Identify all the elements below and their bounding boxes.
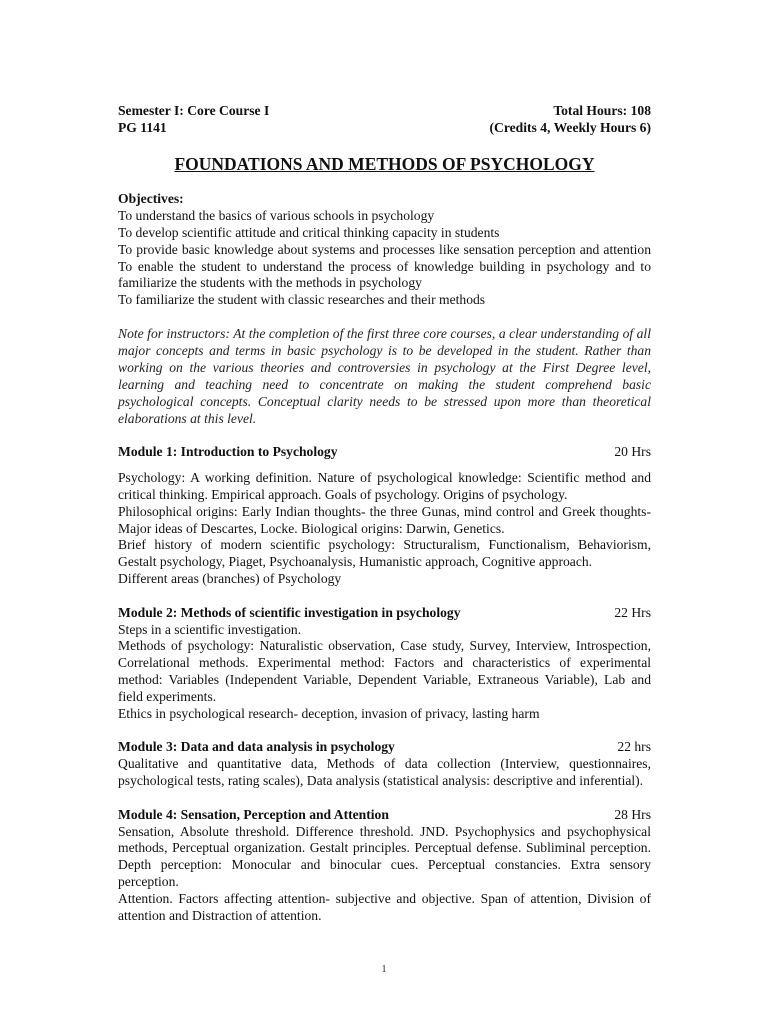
module-heading [118, 605, 651, 622]
module-2 [118, 605, 651, 723]
instructor-note: Note for instructors: At the completion of the first three core courses, a clear understanding of all major concepts and terms in basic psychology is to be developed in the student. Rather than working on the various theories and controversies in psychology at the First Degree level, learning and teaching need to concentrate on making the student comprehend basic psychological concepts. Conceptual clarity needs to be stressed upon more than theoretical elaborations at this level. [118, 325, 651, 426]
module-paragraph: Methods of psychology: Naturalistic observation, Case study, Survey, Interview, Introspection, Correlational methods. Experimental method: Factors and characteristics of experimental method: Variables (Independent Variable, Dependent Variable, Extraneous Variable), Lab and field experiments. [118, 638, 651, 704]
module-3 [118, 739, 651, 789]
module-title: Module 2: Methods of scientific investigation in psychology [118, 604, 461, 620]
module-4 [118, 807, 651, 925]
module-paragraph: Steps in a scientific investigation. [118, 621, 302, 637]
module-paragraph: Psychology: A working definition. Nature of psychological knowledge: Scientific method and critical thinking. Empirical approach. Goals of psychology. Origins of psychology. [118, 470, 651, 502]
module-paragraph: Qualitative and quantitative data, Methods of data collection (Interview, questionnaires, psychological tests, rating scales), Data analysis (statistical analysis: descriptive and inferential). [118, 756, 651, 788]
course-code: PG 1141 [118, 119, 167, 135]
document-page [118, 103, 651, 924]
module-body [118, 470, 651, 588]
module-title: Module 1: Introduction to Psychology [118, 444, 338, 460]
module-paragraph: Sensation, Absolute threshold. Difference threshold. JND. Psychophysics and psychophysical methods, Perceptual organization. Gestalt principles. Perceptual defense. Subliminal perception. Depth perception: Monocular and binocular cues. Perceptual constancies. Extra sensory perception. [118, 823, 651, 889]
module-paragraph: Different areas (branches) of Psychology [118, 570, 342, 586]
header-row-1 [118, 103, 651, 120]
module-heading [118, 807, 651, 824]
module-title: Module 4: Sensation, Perception and Attention [118, 806, 389, 822]
module-paragraph: Attention. Factors affecting attention- subjective and objective. Span of attention, Division of attention and Distraction of attention. [118, 890, 651, 923]
semester-label: Semester I: Core Course I [118, 103, 270, 118]
objective-line: To understand the basics of various schools in psychology [118, 208, 435, 224]
header-row-2 [118, 120, 651, 137]
module-hours: 22 Hrs [614, 604, 651, 620]
module-title: Module 3: Data and data analysis in psychology [118, 739, 395, 755]
module-1 [118, 444, 651, 587]
module-paragraph: Philosophical origins: Early Indian thoughts- the three Gunas, mind control and Greek thoughts- Major ideas of Descartes, Locke. Biological origins: Darwin, Genetics. [118, 503, 651, 536]
objectives-section [118, 191, 651, 309]
document-title: FOUNDATIONS AND METHODS OF PSYCHOLOGY [174, 153, 595, 174]
total-hours-label: Total Hours: 108 [553, 103, 651, 118]
objectives-heading: Objectives: [118, 191, 184, 207]
page-number: 1 [381, 963, 387, 975]
objective-line: To develop scientific attitude and critical thinking capacity in students [118, 224, 500, 240]
module-heading [118, 444, 651, 461]
module-hours: 28 Hrs [614, 806, 651, 822]
module-paragraph: Ethics in psychological research- deception, invasion of privacy, lasting harm [118, 705, 540, 721]
module-paragraph: Brief history of modern scientific psychology: Structuralism, Functionalism, Behaviorism, Gestalt psychology, Piaget, Psychoanalysis, Humanistic approach, Cognitive approach. [118, 537, 651, 570]
objective-line: To familiarize the student with classic researches and their methods [118, 292, 486, 308]
module-hours: 20 Hrs [614, 444, 651, 460]
credits-label: (Credits 4, Weekly Hours 6) [489, 119, 651, 135]
module-hours: 22 hrs [617, 739, 651, 755]
module-heading [118, 739, 651, 756]
objective-line: To provide basic knowledge about systems and processes like sensation perception and attention To enable the student to understand the process of knowledge building in psychology and to familiarize the students with the methods in psychology [118, 241, 651, 291]
